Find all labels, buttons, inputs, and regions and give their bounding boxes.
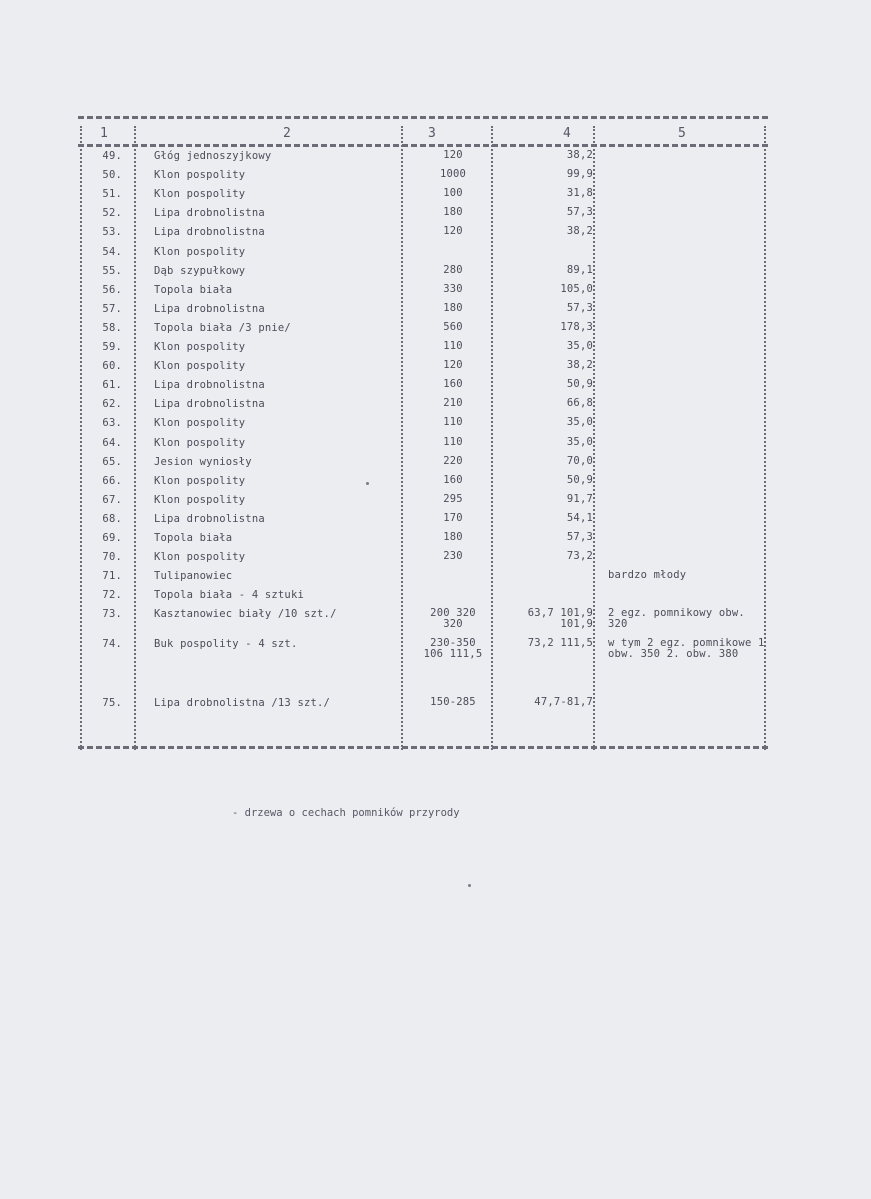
circumference-value: 120 xyxy=(443,149,463,161)
paper-speck xyxy=(468,884,471,887)
tree-species: Lipa drobnolistna xyxy=(154,302,265,315)
circumference-value: 180 xyxy=(443,301,463,314)
circumference-value: 180 xyxy=(443,206,463,219)
diameter-value: 38,2 xyxy=(566,225,593,238)
circumference-value: 120 xyxy=(443,359,463,372)
column-header-1: 1 xyxy=(100,126,108,141)
tree-species: Topola biała xyxy=(154,283,233,296)
diameter-value: 57,3 xyxy=(566,301,593,314)
diameter-value: 35,0 xyxy=(566,435,593,448)
tree-number: 55. xyxy=(102,264,122,277)
circumference-value: 180 xyxy=(443,531,463,543)
diameter-value: 35,0 xyxy=(566,340,593,352)
column-header-5: 5 xyxy=(678,126,686,141)
tree-species: Klon pospolity xyxy=(154,474,246,487)
circumference-value: 110 xyxy=(443,435,463,448)
tree-species: Tulipanowiec xyxy=(154,570,233,583)
circumference-value: 280 xyxy=(443,263,463,276)
tree-species: Głóg jednoszyjkowy xyxy=(154,150,272,162)
tree-number: 63. xyxy=(102,417,122,430)
tree-number: 70. xyxy=(102,551,122,564)
tree-number: 68. xyxy=(102,512,122,525)
diameter-value: 63,7 101,9 101,9 xyxy=(527,607,593,631)
tree-species: Klon pospolity xyxy=(154,245,246,258)
tree-species: Klon pospolity xyxy=(154,188,246,201)
diameter-value: 91,7 xyxy=(566,492,593,505)
tree-number: 65. xyxy=(102,455,122,468)
diameter-value: 47,7-81,7 xyxy=(534,695,593,708)
diameter-value: 50,9 xyxy=(566,473,593,486)
tree-species: Topola biała xyxy=(154,532,233,544)
circumference-value: 230-350 106 111,5 xyxy=(423,636,483,660)
table-row xyxy=(78,697,768,719)
tree-species: Jesion wyniosły xyxy=(154,455,252,468)
diameter-value: 89,1 xyxy=(566,263,593,276)
tree-number: 50. xyxy=(102,169,122,182)
table-bottom-rule xyxy=(78,746,768,749)
tree-number: 73. xyxy=(102,608,122,621)
circumference-value: 110 xyxy=(443,340,463,352)
diameter-value: 66,8 xyxy=(566,397,593,410)
circumference-value: 220 xyxy=(443,454,463,467)
tree-number: 62. xyxy=(102,398,122,411)
diameter-value: 99,9 xyxy=(566,168,593,181)
circumference-value: 560 xyxy=(443,320,463,333)
table-row xyxy=(78,608,768,630)
tree-number: 49. xyxy=(102,150,122,162)
diameter-value: 57,3 xyxy=(566,206,593,219)
diameter-value: 178,3 xyxy=(560,320,593,333)
tree-number: 71. xyxy=(102,570,122,583)
circumference-value: 200 320 320 xyxy=(430,607,476,631)
tree-number: 74. xyxy=(102,637,122,650)
tree-number: 69. xyxy=(102,532,122,544)
column-header-4: 4 xyxy=(563,126,571,141)
tree-species: Kasztanowiec biały /10 szt./ xyxy=(154,608,337,621)
tree-species: Lipa drobnolistna xyxy=(154,226,265,239)
tree-number: 66. xyxy=(102,474,122,487)
tree-number: 72. xyxy=(102,589,122,602)
diameter-value: 38,2 xyxy=(566,359,593,372)
tree-species: Klon pospolity xyxy=(154,360,246,373)
remarks: bardzo młody xyxy=(608,569,687,582)
paper-speck xyxy=(366,482,369,485)
table-top-rule xyxy=(78,116,768,119)
tree-number: 60. xyxy=(102,360,122,373)
tree-inventory-table xyxy=(78,116,768,750)
circumference-value: 210 xyxy=(443,397,463,410)
remarks: w tym 2 egz. pomnikowe 1 obw. 350 2. obw. 380 xyxy=(608,636,765,660)
column-header-2: 2 xyxy=(283,126,291,141)
tree-species: Buk pospolity - 4 szt. xyxy=(154,637,298,650)
diameter-value: 31,8 xyxy=(566,187,593,200)
tree-species: Klon pospolity xyxy=(154,417,246,430)
diameter-value: 105,0 xyxy=(560,282,593,295)
tree-number: 52. xyxy=(102,207,122,220)
tree-species: Dąb szypułkowy xyxy=(154,264,246,277)
diameter-value: 57,3 xyxy=(566,531,593,543)
tree-species: Lipa drobnolistna xyxy=(154,379,265,392)
diameter-value: 54,1 xyxy=(566,511,593,524)
circumference-value: 330 xyxy=(443,282,463,295)
table-row xyxy=(78,638,768,660)
diameter-value: 73,2 111,5 xyxy=(527,636,593,649)
circumference-value: 295 xyxy=(443,492,463,505)
tree-number: 61. xyxy=(102,379,122,392)
table-header-rule xyxy=(78,144,768,147)
tree-number: 51. xyxy=(102,188,122,201)
tree-species: Lipa drobnolistna /13 szt./ xyxy=(154,696,331,709)
tree-number: 57. xyxy=(102,302,122,315)
tree-number: 67. xyxy=(102,493,122,506)
circumference-value: 170 xyxy=(443,511,463,524)
diameter-value: 73,2 xyxy=(566,550,593,563)
circumference-value: 230 xyxy=(443,550,463,563)
tree-species: Klon pospolity xyxy=(154,493,246,506)
circumference-value: 160 xyxy=(443,473,463,486)
tree-species: Klon pospolity xyxy=(154,551,246,564)
circumference-value: 120 xyxy=(443,225,463,238)
tree-number: 53. xyxy=(102,226,122,239)
circumference-value: 160 xyxy=(443,378,463,391)
tree-species: Lipa drobnolistna xyxy=(154,207,265,220)
column-header-3: 3 xyxy=(428,126,436,141)
tree-species: Lipa drobnolistna xyxy=(154,512,265,525)
tree-species: Klon pospolity xyxy=(154,169,246,182)
tree-species: Klon pospolity xyxy=(154,436,246,449)
tree-species: Lipa drobnolistna xyxy=(154,398,265,411)
remarks: 2 egz. pomnikowy obw. 320 xyxy=(608,607,745,631)
diameter-value: 50,9 xyxy=(566,378,593,391)
tree-species: Topola biała - 4 sztuki xyxy=(154,589,304,602)
diameter-value: 38,2 xyxy=(566,149,593,161)
tree-number: 54. xyxy=(102,245,122,258)
tree-number: 58. xyxy=(102,321,122,334)
diameter-value: 35,0 xyxy=(566,416,593,429)
circumference-value: 100 xyxy=(443,187,463,200)
circumference-value: 110 xyxy=(443,416,463,429)
circumference-value: 150-285 xyxy=(430,695,476,708)
tree-number: 64. xyxy=(102,436,122,449)
tree-number: 75. xyxy=(102,696,122,709)
tree-number: 59. xyxy=(102,341,122,353)
circumference-value: 1000 xyxy=(439,168,467,181)
diameter-value: 70,0 xyxy=(566,454,593,467)
footnote: - drzewa o cechach pomników przyrody xyxy=(232,807,460,819)
tree-species: Klon pospolity xyxy=(154,341,246,353)
tree-number: 56. xyxy=(102,283,122,296)
tree-species: Topola biała /3 pnie/ xyxy=(154,321,291,334)
